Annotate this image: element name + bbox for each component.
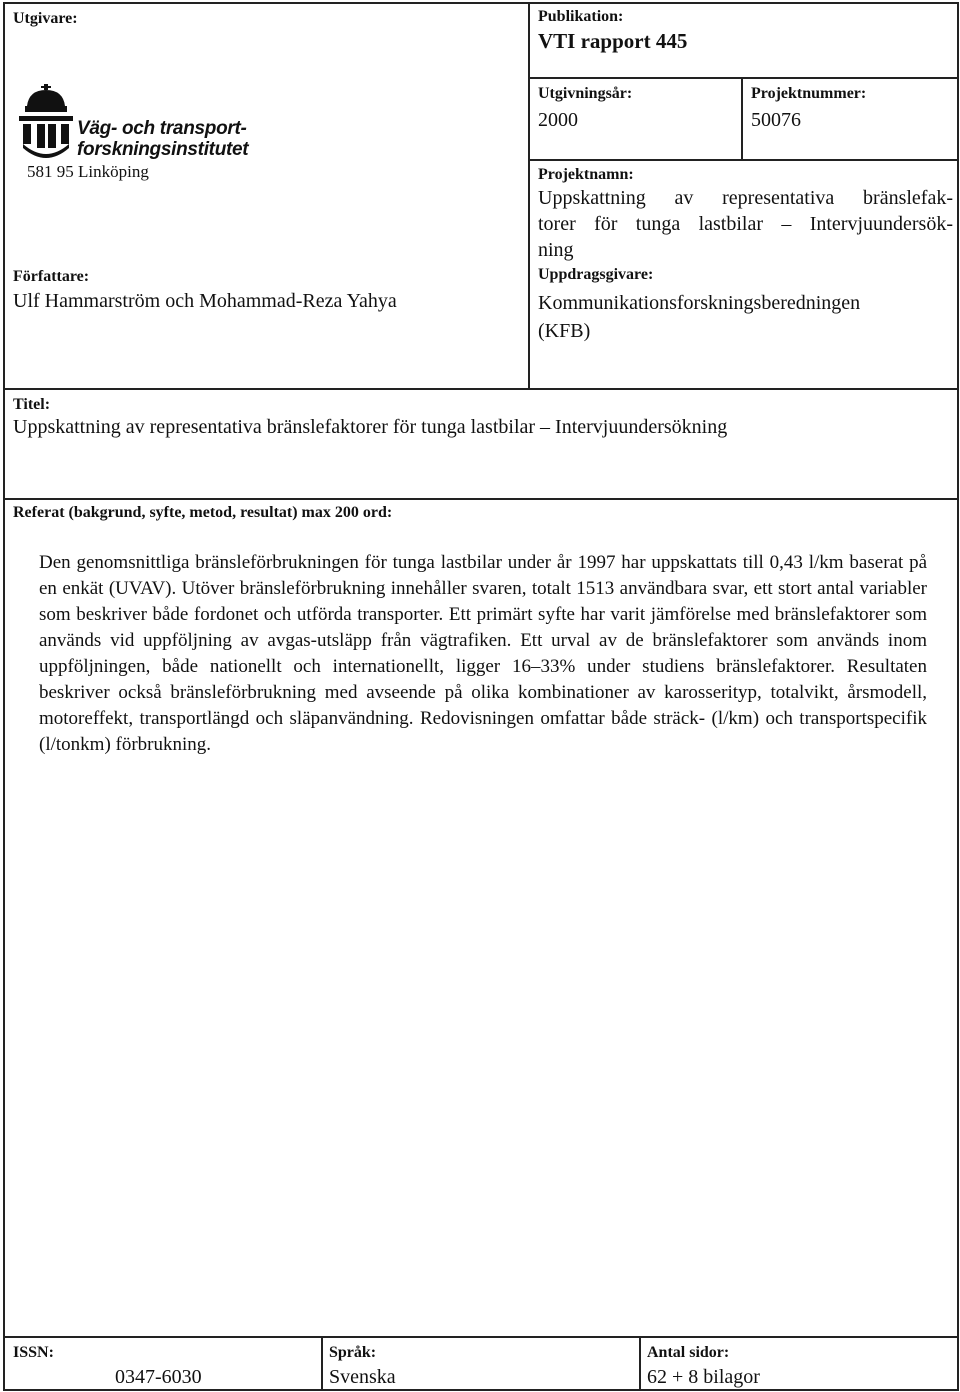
language-box [321, 1336, 641, 1391]
year-label: Utgivningsår: [538, 85, 633, 102]
authors-value: Ulf Hammarström och Mohammad-Reza Yahya [13, 290, 397, 312]
pages-box [639, 1336, 959, 1391]
publisher-box [3, 2, 530, 390]
publisher-address: 581 95 Linköping [27, 162, 149, 181]
title-value: Uppskattning av representativa bränslefaktorer för tunga lastbilar – Intervjuundersökning [13, 416, 728, 438]
title-label: Titel: [13, 396, 51, 413]
client-value: Kommunikationsforskningsberedningen (KFB) [538, 292, 861, 342]
pages-value: 62 + 8 bilagor [647, 1366, 760, 1388]
year-project-row [528, 77, 959, 161]
pages-label: Antal sidor: [647, 1344, 730, 1361]
abstract-text: Den genomsnittliga bränsleförbrukningen för tunga lastbilar under år 1997 har uppskattats till 0,43 l/km baserat på en enkät (UVAV). Utöver bränsleförbrukning innehåller svaren, totalt 1513 användbara svar, ett stort antal variabler som beskriver både fordonet och utförda transporter. Ett primärt syfte har varit jämförelse med bränslefaktorer som används vid uppföljning av avgas-utsläpp från vägtrafiken. Ett urval av de bränslefaktorer som används inom uppföljningen, både nationellt och internationellt, ligger 16–33% under studiens bränslefaktorer. Resultaten beskriver också bränsleförbrukning med avseende på olika kombinationer av karosserityp, totalvikt, årsmodell, motoreffekt, transportlängd och släpanvändning. Redovisningen omfattar både sträck- (l/km) och transportspecifik (l/tonkm) förbrukning. [39, 552, 927, 755]
project-name-label: Projektnamn: [538, 166, 634, 183]
publisher-label: Utgivare: [13, 10, 78, 27]
year-value: 2000 [538, 109, 578, 131]
language-label: Språk: [329, 1344, 377, 1361]
crown-shield-icon [17, 84, 77, 164]
abstract-label: Referat (bakgrund, syfte, metod, resultat) max 200 ord: [13, 504, 393, 521]
abstract-box [3, 498, 959, 1338]
vti-logo [17, 84, 257, 164]
title-box [3, 388, 959, 500]
project-name-value: Uppskattning av representativa bränslefak- torer för tunga lastbilar – Intervjuundersök- ning [538, 187, 953, 261]
authors-label: Författare: [13, 268, 90, 285]
issn-value: 0347-6030 [115, 1366, 202, 1388]
publication-box [528, 2, 959, 390]
language-value: Svenska [329, 1366, 396, 1388]
issn-label: ISSN: [13, 1344, 54, 1361]
publication-value: VTI rapport 445 [538, 29, 688, 53]
publication-label: Publikation: [538, 8, 624, 25]
project-number-label: Projektnummer: [751, 85, 867, 102]
project-number-value: 50076 [751, 109, 801, 131]
issn-box [3, 1336, 323, 1391]
logo-wordmark: Väg- och transport- forskningsinstitutet [77, 118, 249, 160]
client-label: Uppdragsgivare: [538, 266, 654, 283]
